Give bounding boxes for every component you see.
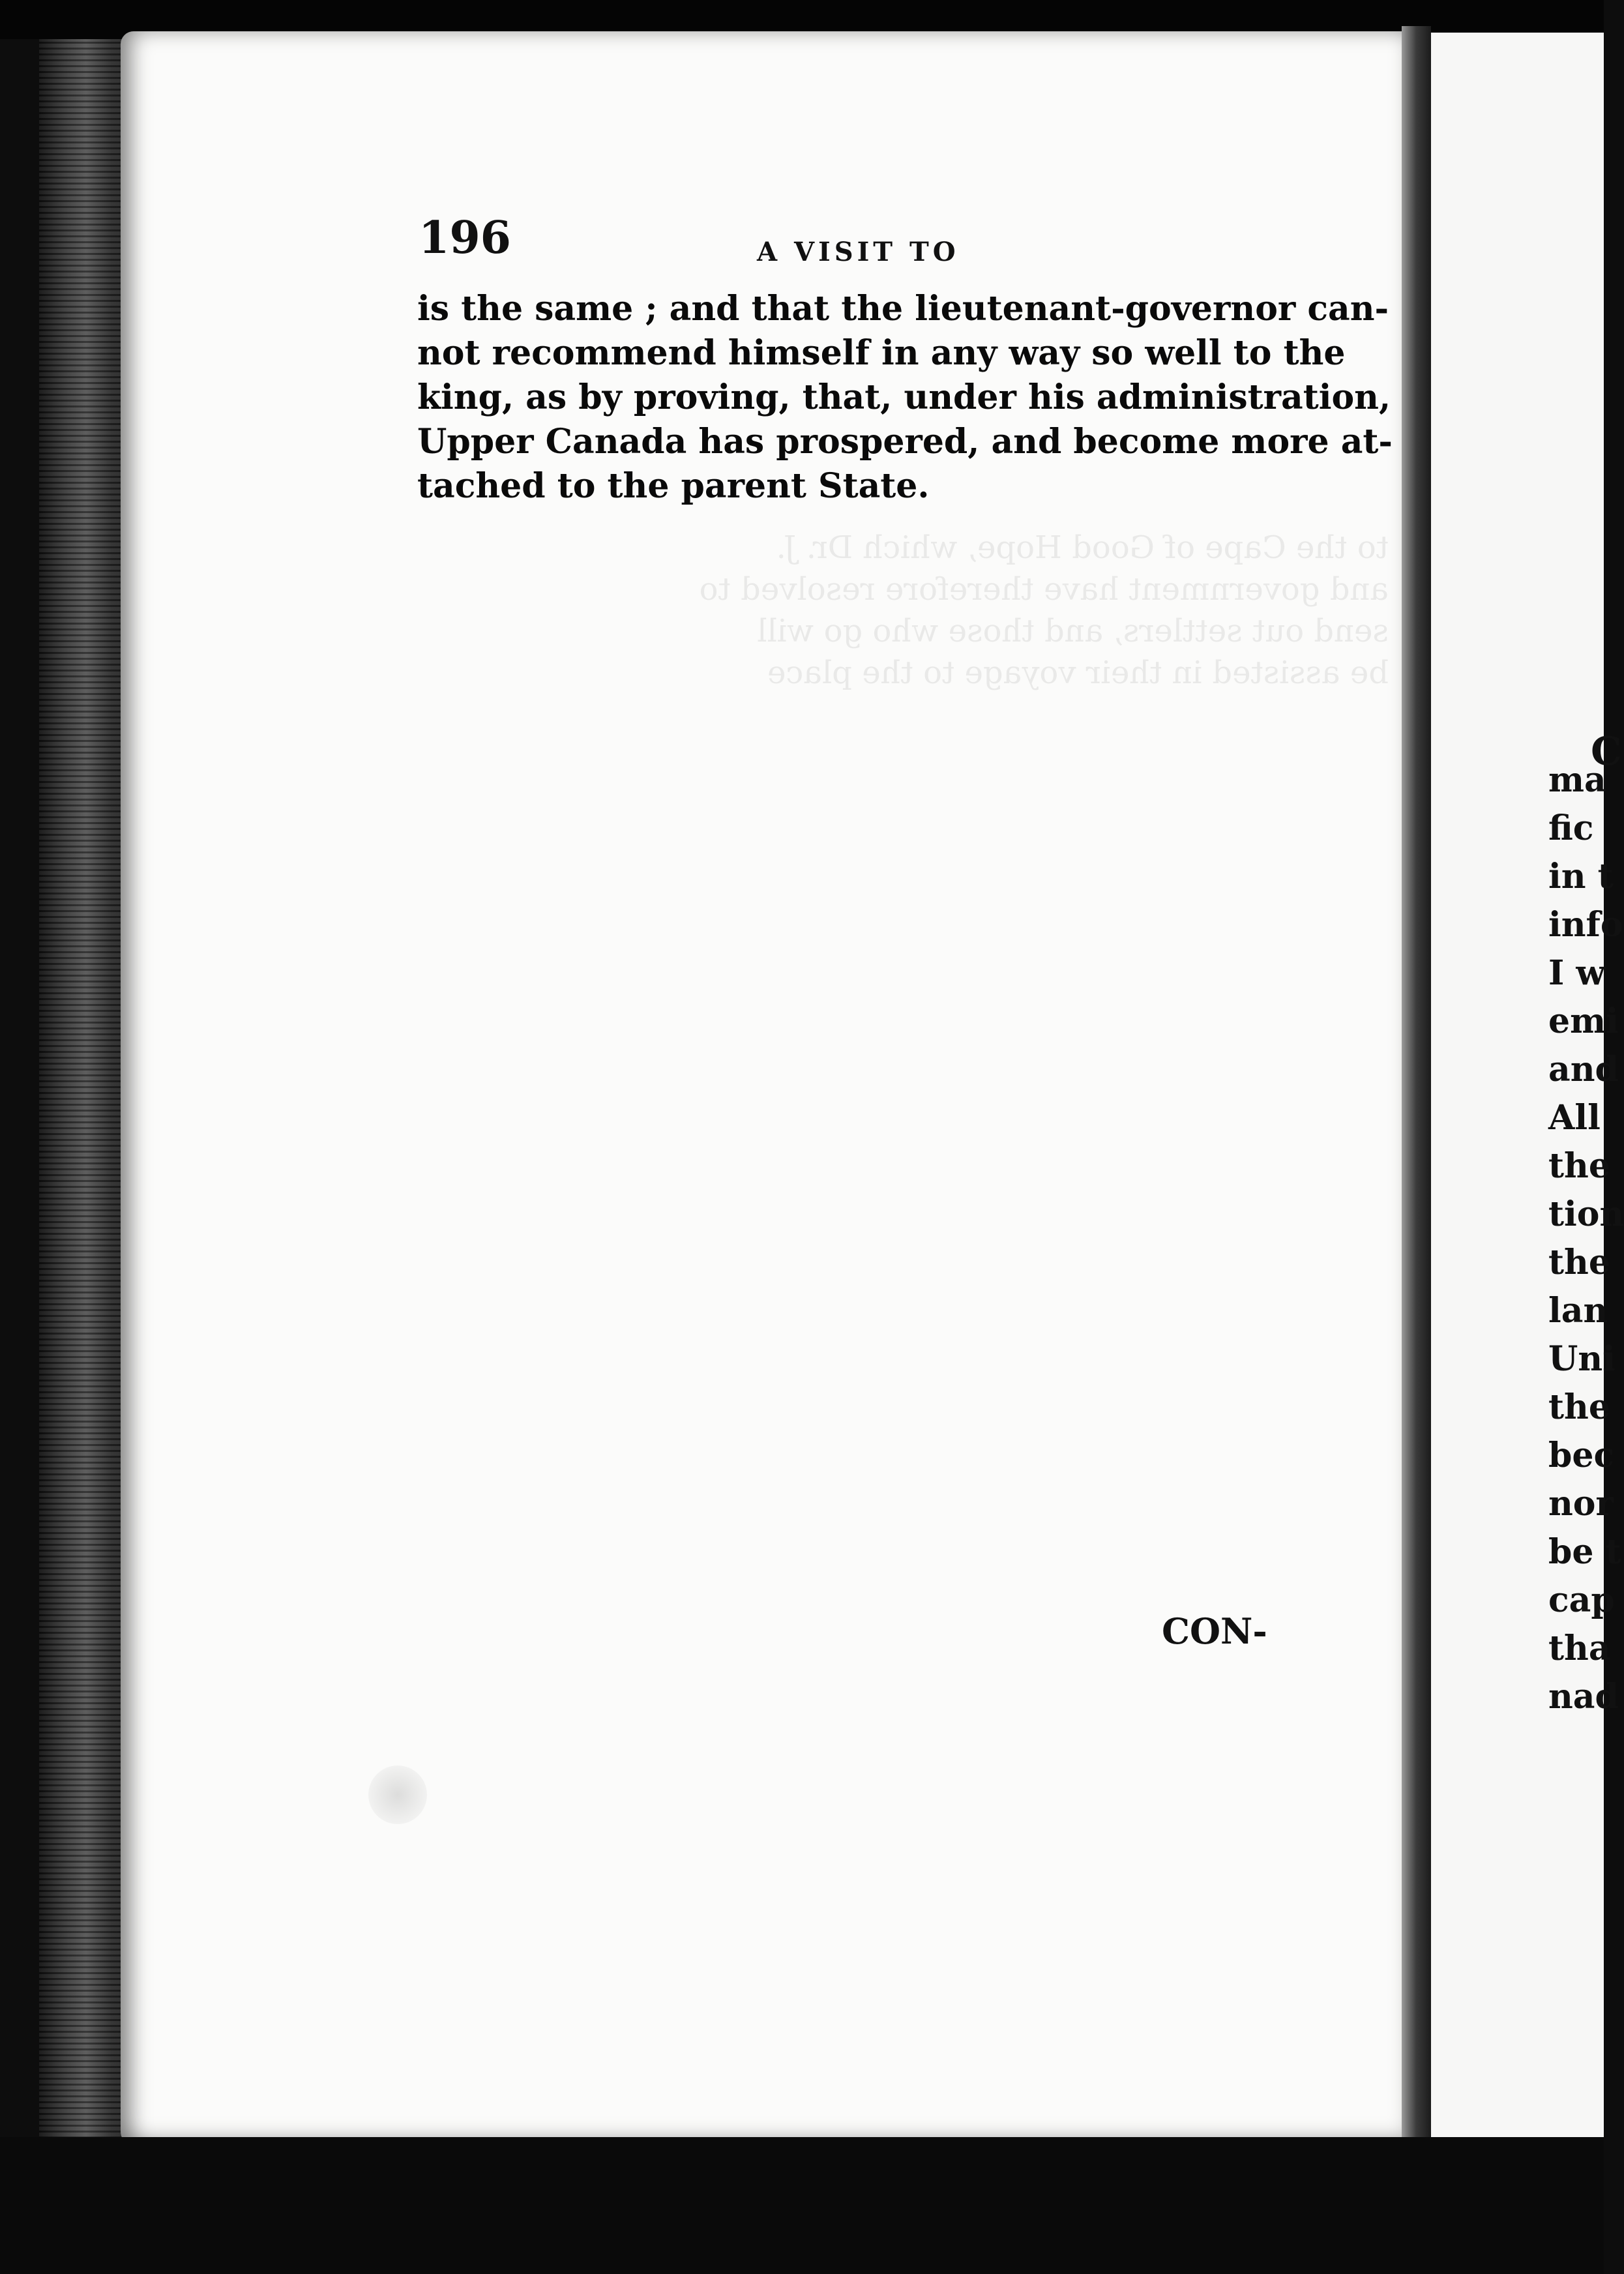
- facing-line: tha: [1548, 1629, 1611, 1668]
- facing-line: and: [1548, 1050, 1619, 1089]
- facing-line: tion: [1548, 1194, 1624, 1234]
- facing-line: the: [1548, 1387, 1610, 1427]
- book-gutter: [1402, 26, 1431, 2145]
- text-line: is the same ; and that the lieutenant-governor can-: [417, 289, 1389, 329]
- running-head-title: A VISIT TO: [757, 237, 960, 267]
- facing-line: ma: [1548, 760, 1606, 800]
- facing-page-initial: C: [1591, 729, 1622, 775]
- facing-line: in t: [1548, 857, 1614, 896]
- page-number: 196: [419, 212, 511, 264]
- catchword: CON-: [1162, 1610, 1267, 1652]
- facing-line: bec: [1548, 1436, 1615, 1475]
- facing-line: the: [1548, 1243, 1610, 1282]
- facing-line: Uni: [1548, 1339, 1616, 1379]
- scan-background-bottom: [0, 2137, 1604, 2274]
- text-line: tached to the parent State.: [417, 466, 930, 506]
- body-text: [417, 287, 1393, 509]
- facing-line: All: [1548, 1098, 1601, 1138]
- facing-line: lan: [1548, 1291, 1608, 1331]
- facing-line: emi: [1548, 1001, 1619, 1041]
- facing-line: be t: [1548, 1532, 1621, 1572]
- facing-page-text: [1548, 756, 1624, 1721]
- text-line: Upper Canada has prospered, and become more at-: [417, 422, 1393, 462]
- facing-line: fic: [1548, 808, 1594, 848]
- facing-line: I w: [1548, 953, 1606, 993]
- text-line: king, as by proving, that, under his administration,: [417, 377, 1391, 417]
- facing-line: nad: [1548, 1677, 1619, 1717]
- facing-page: [1431, 33, 1624, 2138]
- facing-line: info: [1548, 905, 1623, 945]
- ink-blot: [368, 1765, 427, 1824]
- text-line: not recommend himself in any way so well to the: [417, 333, 1346, 373]
- facing-line: the: [1548, 1146, 1610, 1186]
- bleed-through-text: to the Cape of Good Hope, which Dr. J. and government have therefore resolved to send out settlers, and those who go will be assisted in their voyage to the place: [699, 529, 1389, 691]
- facing-line: cap: [1548, 1580, 1615, 1620]
- facing-line: nor: [1548, 1484, 1614, 1524]
